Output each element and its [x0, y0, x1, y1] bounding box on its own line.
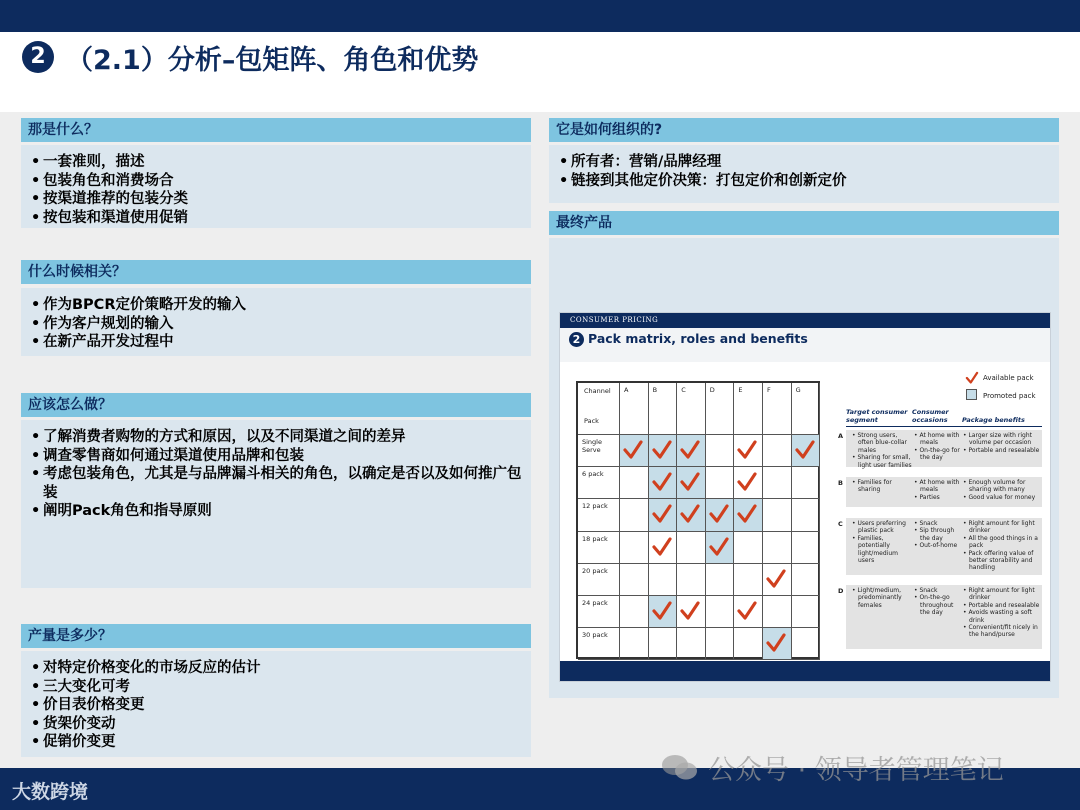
- bullet-item: • 所有者：营销/品牌经理: [559, 153, 1059, 172]
- matrix-cell: [677, 499, 706, 531]
- role-bullet: • Families, potentially light/medium users: [852, 534, 898, 565]
- embedded-slide-title: Pack matrix, roles and benefits: [588, 331, 808, 346]
- check-icon: [794, 439, 816, 461]
- section-how-box: [21, 420, 531, 588]
- matrix-cell: [677, 435, 706, 467]
- matrix-channel-header: D: [706, 383, 735, 435]
- role-benefits: [963, 479, 1041, 501]
- wechat-icon: [660, 752, 700, 782]
- matrix-cell: [734, 532, 763, 564]
- matrix-cell: [734, 435, 763, 467]
- check-icon: [651, 439, 673, 461]
- matrix-cell: [677, 596, 706, 628]
- check-icon: [708, 503, 730, 525]
- matrix-cell: [706, 596, 735, 628]
- matrix-cell: [649, 564, 678, 596]
- role-bullet: • Snack: [914, 587, 938, 594]
- check-icon: [651, 536, 673, 558]
- section-org-heading: 它是如何组织的?: [549, 118, 1059, 142]
- role-bullet: • Enough volume for sharing with many: [963, 479, 1026, 494]
- role-bullet: • Portable and resealable: [963, 446, 1040, 454]
- matrix-cell: [706, 564, 735, 596]
- role-segment: [852, 587, 912, 609]
- roles-header-segment: Target consumer segment: [846, 408, 908, 424]
- check-icon: [622, 439, 644, 461]
- roles-header-occasions: Consumer occasions: [912, 408, 949, 424]
- matrix-pack-label-cell: 24 pack: [578, 596, 620, 628]
- bullet-item: • 价目表价格变更: [31, 696, 531, 715]
- matrix-cell: [706, 435, 735, 467]
- matrix-cell: [677, 532, 706, 564]
- bullet-item: • 调查零售商如何通过渠道使用品牌和包装: [31, 447, 531, 466]
- check-icon: [708, 536, 730, 558]
- bullet-item: • 阐明Pack角色和指导原则: [31, 502, 531, 521]
- check-icon: [651, 503, 673, 525]
- footer-brand: 大数跨境: [12, 781, 89, 803]
- matrix-cell: [763, 435, 792, 467]
- matrix-cell: [649, 499, 678, 531]
- matrix-cell: [734, 467, 763, 499]
- role-segment: [852, 479, 912, 494]
- role-occasions: [914, 520, 962, 550]
- embedded-slide-topbar: CONSUMER PRICING: [560, 313, 1050, 328]
- section-org-box: [549, 145, 1059, 203]
- role-letter: C: [838, 520, 843, 528]
- role-benefits: [963, 587, 1041, 639]
- bullet-item: • 链接到其他定价决策：打包定价和创新定价: [559, 172, 1059, 191]
- check-icon: [765, 632, 787, 654]
- role-bullet: • Sip through the day: [914, 527, 955, 542]
- role-letter: B: [838, 479, 843, 487]
- check-icon: [736, 503, 758, 525]
- check-icon: [679, 439, 701, 461]
- role-bullet: • At home with meals: [914, 432, 960, 447]
- section-howmuch-list: [21, 651, 531, 752]
- page-title: （2.1）分析–包矩阵、角色和优势: [66, 45, 479, 76]
- check-icon: [679, 600, 701, 622]
- bullet-item: • 了解消费者购物的方式和原因，以及不同渠道之间的差异: [31, 428, 531, 447]
- section-what-box: [21, 145, 531, 228]
- bullet-item: • 作为BPCR定价策略开发的输入: [31, 296, 531, 315]
- check-icon: [679, 471, 701, 493]
- role-letter: A: [838, 432, 844, 440]
- legend-check-icon: [965, 371, 979, 385]
- bullet-item: • 包装角色和消费场合: [31, 172, 531, 191]
- bullet-item: • 货架价变动: [31, 715, 531, 734]
- check-icon: [765, 568, 787, 590]
- matrix-cell: [792, 628, 821, 660]
- section-when-box: [21, 288, 531, 356]
- role-bullet: • Parties: [914, 493, 940, 501]
- role-occasions: [914, 587, 962, 617]
- check-icon: [679, 503, 701, 525]
- embedded-slide-bottombar: [560, 661, 1050, 681]
- matrix-cell: [620, 467, 649, 499]
- matrix-pack-label-cell: Single Serve: [578, 435, 620, 467]
- role-bullet: • Snack: [914, 520, 938, 527]
- bullet-item: • 作为客户规划的输入: [31, 315, 531, 334]
- matrix-cell: [763, 532, 792, 564]
- check-icon: [736, 471, 758, 493]
- matrix-pack-label-cell: 30 pack: [578, 628, 620, 660]
- matrix-cell: [792, 467, 821, 499]
- matrix-cell: [706, 532, 735, 564]
- section-final-heading: 最终产品: [549, 211, 1059, 235]
- legend-promoted-swatch: [966, 389, 977, 400]
- matrix-pack-label-cell: 18 pack: [578, 532, 620, 564]
- role-bullet: • Users preferring plastic pack: [852, 520, 906, 535]
- matrix-cell: [620, 564, 649, 596]
- matrix-cell: [620, 435, 649, 467]
- matrix-cell: [677, 564, 706, 596]
- matrix-channel-header: G: [792, 383, 821, 435]
- matrix-cell: [620, 596, 649, 628]
- matrix-pack-label-cell: 20 pack: [578, 564, 620, 596]
- matrix-cell: [649, 435, 678, 467]
- matrix-channel-header: E: [734, 383, 763, 435]
- role-bullet: • Convenient/fit nicely in the hand/purse: [963, 624, 1038, 639]
- role-bullet: • Larger size with right volume per occasion: [963, 432, 1032, 447]
- matrix-cell: [792, 499, 821, 531]
- role-occasions: [914, 432, 962, 462]
- role-segment: [852, 520, 912, 564]
- bullet-item: • 按包装和渠道使用促销: [31, 209, 531, 228]
- section-when-list: [21, 288, 531, 352]
- matrix-cell: [792, 564, 821, 596]
- role-bullet: • Right amount for light drinker: [963, 587, 1035, 602]
- role-segment: [852, 432, 912, 469]
- bullet-item: • 考虑包装角色，尤其是与品牌漏斗相关的角色，以确定是否以及如何推广包装: [31, 465, 531, 502]
- matrix-pack-label-cell: 6 pack: [578, 467, 620, 499]
- title-number-badge: 2: [22, 41, 54, 73]
- role-bullet: • On-the-go for the day: [914, 446, 960, 462]
- role-letter: D: [838, 587, 844, 595]
- matrix-cell: [763, 564, 792, 596]
- role-bullet: • Good value for money: [963, 493, 1036, 501]
- check-icon: [651, 600, 673, 622]
- section-howmuch-heading: 产量是多少？: [21, 624, 531, 648]
- roles-header-benefits: Package benefits: [962, 416, 1025, 424]
- role-bullet: • Right amount for light drinker: [963, 520, 1035, 535]
- matrix-cell: [734, 564, 763, 596]
- matrix-cell: [792, 532, 821, 564]
- section-what-list: [21, 145, 531, 227]
- roles-header-rule: [846, 426, 1042, 427]
- role-bullet: • On-the-go throughout the day: [914, 594, 954, 617]
- bullet-item: • 一套准则，描述: [31, 153, 531, 172]
- matrix-cell: [706, 467, 735, 499]
- matrix-cell: [620, 628, 649, 660]
- matrix-cell: [763, 467, 792, 499]
- bullet-item: • 促销价变更: [31, 733, 531, 752]
- matrix-channel-header: B: [649, 383, 678, 435]
- matrix-cell: [763, 499, 792, 531]
- role-occasions: [914, 479, 962, 501]
- section-howmuch-box: [21, 651, 531, 757]
- bullet-item: • 三大变化可考: [31, 678, 531, 697]
- legend-available-label: Available pack: [983, 374, 1034, 382]
- role-bullet: • Strong users, often blue-collar males: [852, 432, 908, 454]
- matrix-cell: [677, 467, 706, 499]
- matrix-channel-header: F: [763, 383, 792, 435]
- embedded-slide: [559, 312, 1051, 682]
- matrix-cell: [734, 596, 763, 628]
- role-bullet: • All the good things in a pack: [963, 534, 1038, 550]
- section-when-heading: 什么时候相关？: [21, 260, 531, 284]
- section-how-heading: 应该怎么做？: [21, 393, 531, 417]
- role-bullet: • Avoids wasting a soft drink: [963, 609, 1032, 624]
- matrix-cell: [620, 499, 649, 531]
- matrix-pack-label: Pack: [584, 417, 599, 425]
- matrix-cell: [792, 596, 821, 628]
- matrix-channel-label: Channel: [584, 387, 611, 395]
- legend-promoted-label: Promoted pack: [983, 392, 1036, 400]
- check-icon: [736, 439, 758, 461]
- matrix-channel-header: C: [677, 383, 706, 435]
- matrix-pack-label-cell: 12 pack: [578, 499, 620, 531]
- watermark-text: 公众号 · 领导者管理笔记: [708, 755, 1004, 786]
- matrix-cell: [620, 532, 649, 564]
- matrix-cell: [649, 596, 678, 628]
- matrix-channel-header: A: [620, 383, 649, 435]
- section-org-list: [549, 145, 1059, 190]
- matrix-cell: [649, 628, 678, 660]
- bullet-item: • 对特定价格变化的市场反应的估计: [31, 659, 531, 678]
- role-benefits: [963, 432, 1041, 454]
- role-bullet: • Light/medium, predominantly females: [852, 587, 902, 609]
- section-what-heading: 那是什么？: [21, 118, 531, 142]
- bullet-item: • 按渠道推荐的包装分类: [31, 190, 531, 209]
- role-bullet: • Sharing for small, light user families: [852, 454, 912, 469]
- matrix-cell: [734, 499, 763, 531]
- pack-matrix: [576, 381, 820, 659]
- matrix-cell: [649, 467, 678, 499]
- matrix-cell: [706, 499, 735, 531]
- matrix-cell: [792, 435, 821, 467]
- matrix-cell: [706, 628, 735, 660]
- check-icon: [736, 600, 758, 622]
- matrix-cell: [763, 596, 792, 628]
- role-bullet: • Pack offering value of better storability and handling: [963, 549, 1034, 572]
- role-bullet: • Families for sharing: [852, 479, 892, 494]
- bullet-item: • 在新产品开发过程中: [31, 333, 531, 352]
- matrix-cell: [734, 628, 763, 660]
- embedded-slide-number-badge: 2: [569, 332, 584, 347]
- role-bullet: • At home with meals: [914, 479, 960, 494]
- top-banner: [0, 0, 1080, 32]
- matrix-cell: [677, 628, 706, 660]
- matrix-cell: [763, 628, 792, 660]
- role-bullet: • Portable and resealable: [963, 601, 1040, 609]
- role-benefits: [963, 520, 1041, 572]
- section-how-list: [21, 420, 531, 521]
- matrix-cell: [649, 532, 678, 564]
- role-bullet: • Out-of-home: [914, 542, 958, 550]
- check-icon: [651, 471, 673, 493]
